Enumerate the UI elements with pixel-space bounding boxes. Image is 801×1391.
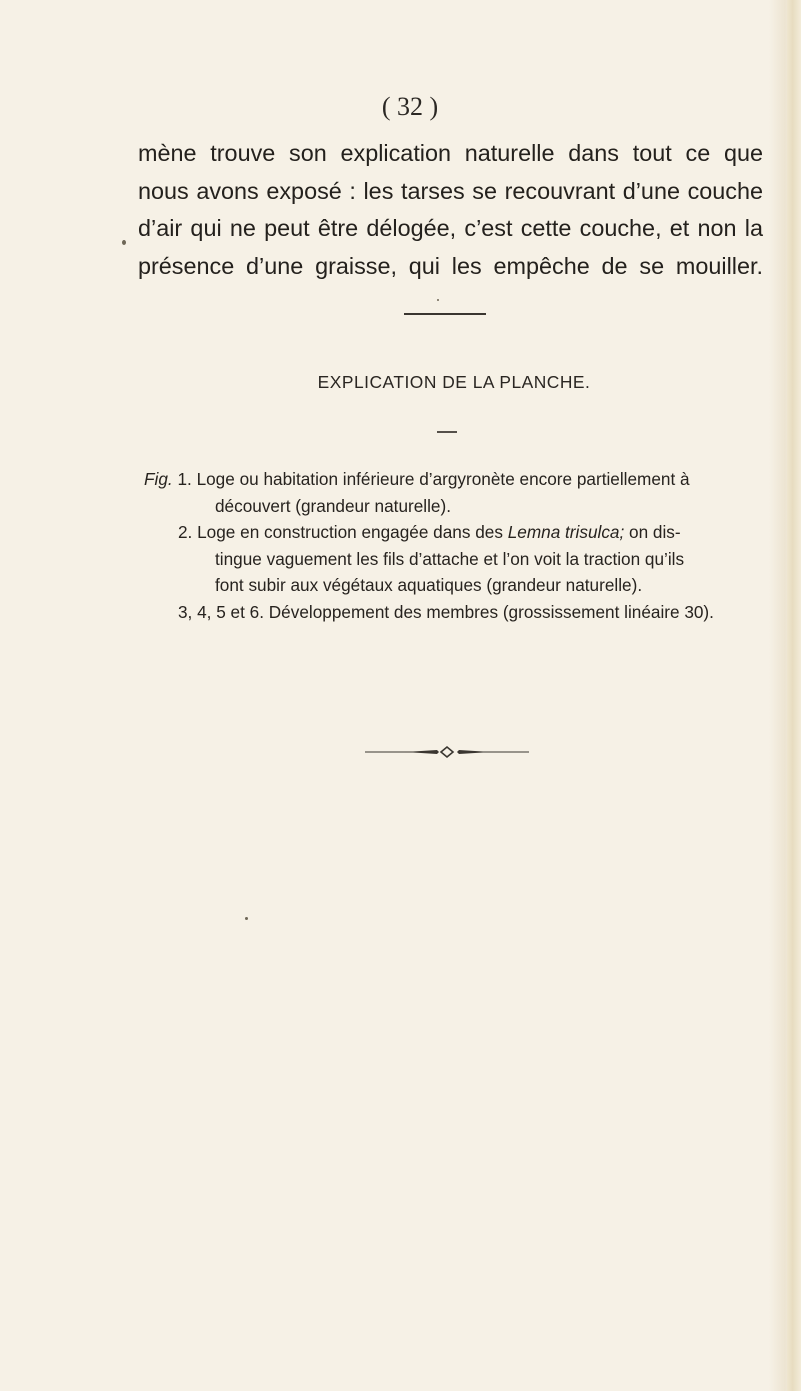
body-line-4: présence d’une graisse, qui les empêche de se mouiller.: [138, 252, 763, 279]
caption-2-line-1: [144, 519, 764, 546]
body-line-2: nous avons exposé : les tarses se recouvrant d’une couche: [138, 177, 763, 204]
caption-2-text-b: on dis-: [629, 522, 681, 542]
caption-2-species: Lemna trisulca;: [507, 522, 625, 542]
caption-2-line-3: font subir aux végétaux aquatiques (grandeur naturelle).: [215, 575, 643, 595]
caption-1-line-2: découvert (grandeur naturelle).: [215, 495, 451, 516]
body-line-1: mène trouve son explication naturelle dans tout ce que: [138, 140, 763, 166]
caption-2-text-a: Loge en construction engagée dans des: [197, 522, 503, 542]
fig-label: Fig.: [144, 469, 173, 489]
caption-1-text: Loge ou habitation inférieure d’argyronète encore partiellement à: [196, 469, 690, 489]
page-number: ( 32 ): [381, 92, 439, 121]
page-edge-shadow: [787, 0, 801, 1391]
paper-speck: [245, 917, 248, 920]
caption-1-line-1: [144, 466, 764, 493]
title-dash: [437, 431, 457, 433]
caption-3-line-1: 3, 4, 5 et 6. Développement des membres (grossissement linéaire 30).: [178, 601, 714, 622]
tailpiece-ornament-icon: [365, 744, 529, 760]
caption-2-number: 2.: [178, 522, 193, 542]
caption-2-line-2: tingue vaguement les fils d’attache et l’on voit la traction qu’ils: [215, 548, 685, 569]
caption-1-number: 1.: [177, 469, 192, 489]
plate-captions: [144, 466, 764, 625]
body-paragraph: [138, 135, 763, 285]
paper-speck: [437, 299, 439, 301]
section-title: EXPLICATION DE LA PLANCHE.: [317, 372, 591, 392]
body-line-3: d’air qui ne peut être délogée, c’est cette couche, et non la: [138, 215, 763, 241]
section-divider: [404, 313, 486, 315]
paper-speck: [122, 240, 126, 245]
